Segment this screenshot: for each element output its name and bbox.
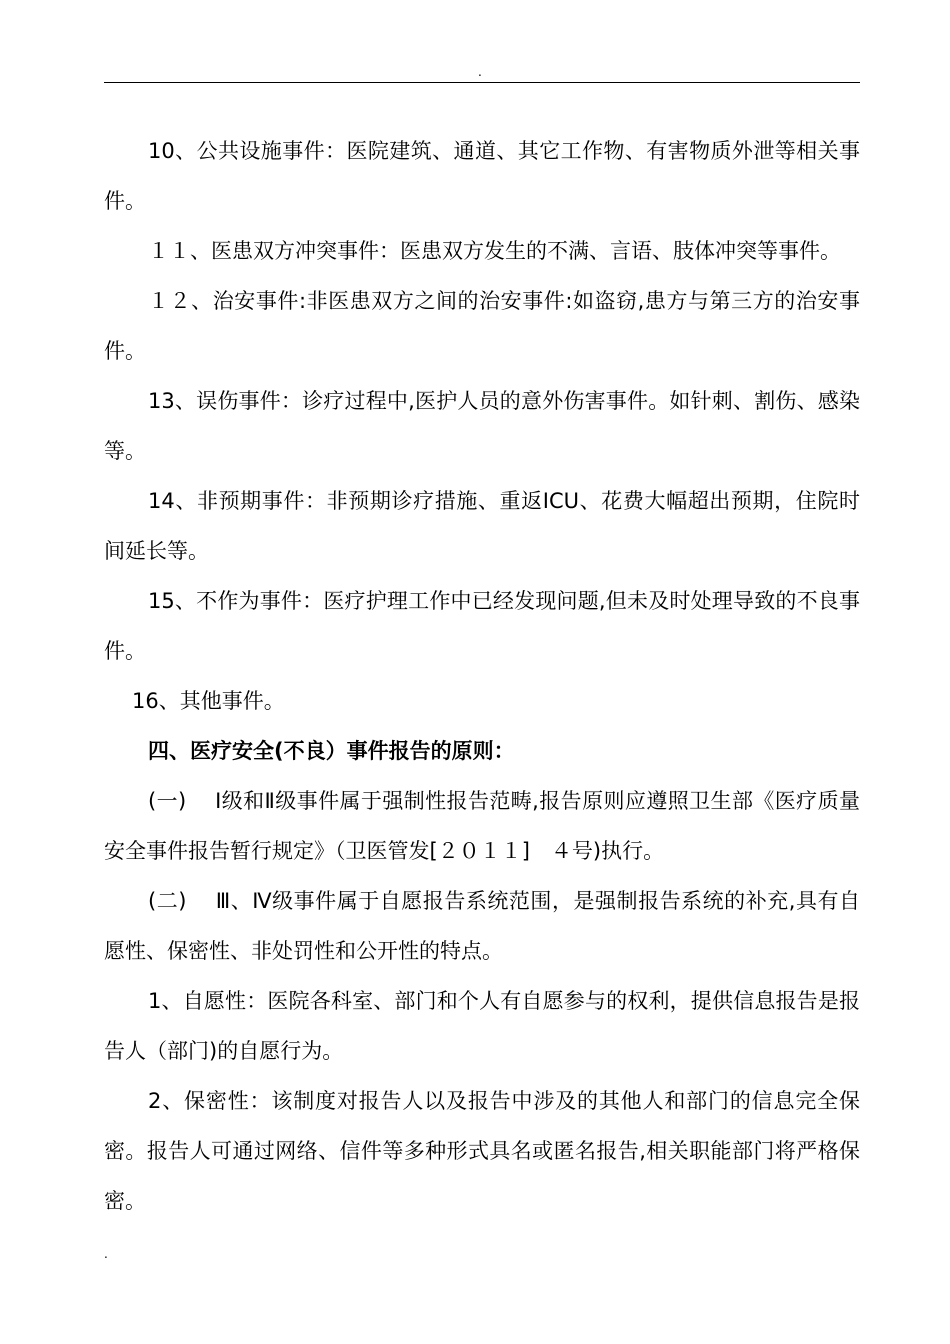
paragraph-voluntariness: 1、自愿性：医院各科室、部门和个人有自愿参与的权利，提供信息报告是报告人（部门)的自愿行为。 xyxy=(104,989,860,1063)
paragraph-voluntary-reporting: (二) Ⅲ、Ⅳ级事件属于自愿报告系统范围，是强制报告系统的补充,具有自愿性、保密性、非处罚性和公开性的特点。 xyxy=(104,889,860,963)
paragraph-accidental-injury: 13、误伤事件：诊疗过程中,医护人员的意外伤害事件。如针刺、割伤、感染等。 xyxy=(104,389,860,463)
header-rule xyxy=(104,82,860,83)
section-heading-reporting-principles: 四、医疗安全(不良）事件报告的原则： xyxy=(148,739,515,763)
header-mark: . xyxy=(478,65,482,79)
paragraph-public-security: １２、治安事件:非医患双方之间的治安事件:如盗窃,患方与第三方的治安事件。 xyxy=(104,289,860,363)
paragraph-doctor-patient-conflict: １１、医患双方冲突事件：医患双方发生的不满、言语、肢体冲突等事件。 xyxy=(148,239,841,263)
paragraph-unexpected-events: 14、非预期事件：非预期诊疗措施、重返ICU、花费大幅超出预期，住院时间延长等。 xyxy=(104,489,860,563)
paragraph-confidentiality: 2、保密性：该制度对报告人以及报告中涉及的其他人和部门的信息完全保密。报告人可通过网络、信件等多种形式具名或匿名报告,相关职能部门将严格保密。 xyxy=(104,1089,860,1213)
document-body xyxy=(104,126,860,1226)
paragraph-other-events: 16、其他事件。 xyxy=(132,689,285,713)
paragraph-public-facilities: 10、公共设施事件：医院建筑、通道、其它工作物、有害物质外泄等相关事件。 xyxy=(104,139,860,213)
paragraph-mandatory-reporting: (一) Ⅰ级和Ⅱ级事件属于强制性报告范畴,报告原则应遵照卫生部《医疗质量安全事件报告暂行规定》（卫医管发[２０１１] ４号)执行。 xyxy=(104,789,860,863)
footer-mark: . xyxy=(104,1247,108,1261)
paragraph-inaction-events: 15、不作为事件：医疗护理工作中已经发现问题,但未及时处理导致的不良事件。 xyxy=(104,589,860,663)
